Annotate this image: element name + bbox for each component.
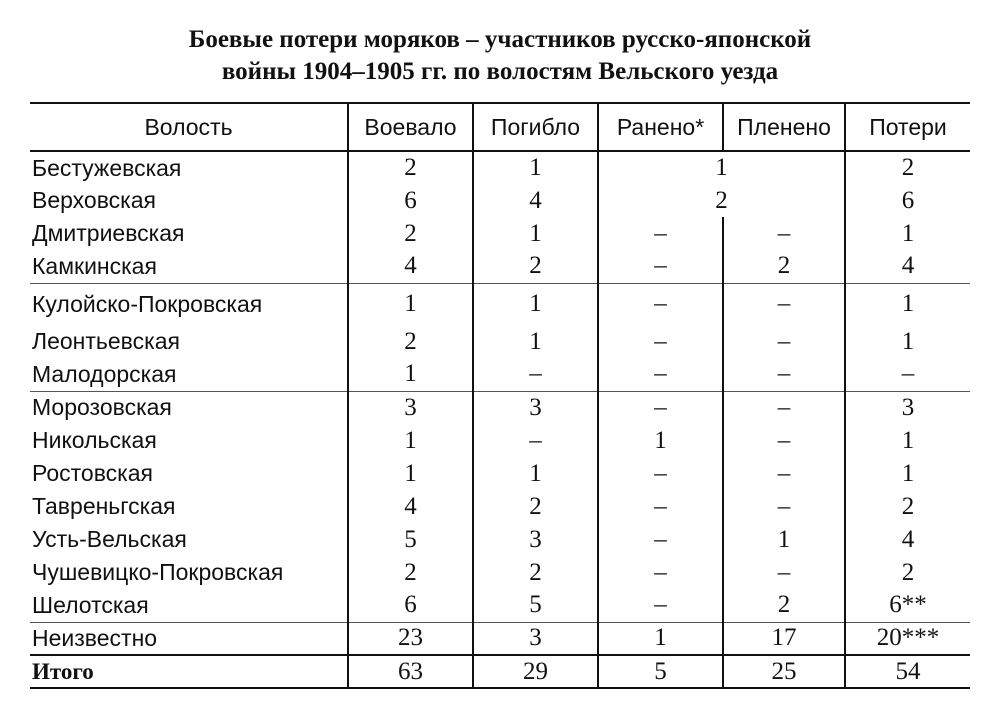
- cell-wounded: –: [598, 283, 723, 325]
- cell-name: Леонтьевская: [32, 328, 180, 354]
- cell-captured: –: [723, 424, 845, 457]
- cell-losses: 1: [845, 325, 970, 358]
- table-row: [30, 556, 970, 589]
- cell-name: Шелотская: [30, 589, 348, 622]
- cell-losses: 2: [845, 556, 970, 589]
- cell-fought: 1: [348, 424, 473, 457]
- cell-name: Дмитриевская: [32, 220, 185, 246]
- cell-wounded: –: [598, 556, 723, 589]
- cell-killed: 1: [473, 283, 598, 325]
- cell-wounded: –: [598, 523, 723, 556]
- cell-wounded: 1: [598, 424, 723, 457]
- cell-losses: 3: [845, 391, 970, 424]
- cell-name: Морозовская: [32, 394, 172, 421]
- cell-wounded-captured: 1: [598, 151, 845, 184]
- table-row: [30, 424, 970, 457]
- cell-fought: 1: [348, 358, 473, 391]
- cell-losses: 1: [845, 424, 970, 457]
- table-row: [30, 490, 970, 523]
- cell-wounded: 1: [598, 622, 723, 655]
- cell-captured: 25: [723, 655, 845, 688]
- cell-killed: 2: [473, 490, 598, 523]
- cell-captured: –: [723, 490, 845, 523]
- cell-captured: –: [723, 556, 845, 589]
- cell-fought: 23: [348, 622, 473, 655]
- cell-captured: –: [723, 391, 845, 424]
- cell-fought: 4: [348, 250, 473, 283]
- cell-name: Чушевицко-Покровская: [32, 559, 284, 585]
- cell-killed: –: [473, 424, 598, 457]
- cell-wounded: –: [598, 358, 723, 391]
- cell-losses: 54: [845, 655, 970, 688]
- cell-captured: 1: [723, 523, 845, 556]
- cell-captured: 2: [723, 250, 845, 283]
- cell-name: Никольская: [32, 427, 157, 453]
- cell-name: Неизвестно: [32, 624, 158, 651]
- cell-name: Тавреньгская: [32, 493, 176, 519]
- cell-killed: 1: [473, 457, 598, 490]
- cell-name: Усть-Вельская: [32, 526, 187, 552]
- cell-captured: –: [723, 283, 845, 325]
- losses-table: [30, 102, 970, 689]
- cell-losses: 6: [845, 184, 970, 217]
- table-row: [30, 589, 970, 622]
- cell-fought: 6: [348, 589, 473, 622]
- cell-captured: 17: [723, 622, 845, 655]
- cell-losses: 4: [845, 523, 970, 556]
- header-fought: Воевало: [348, 103, 473, 151]
- total-row: [30, 655, 970, 688]
- cell-killed: 2: [473, 556, 598, 589]
- cell-killed: 3: [473, 523, 598, 556]
- cell-wounded: 5: [598, 655, 723, 688]
- cell-name: Бестужевская: [32, 154, 182, 181]
- cell-captured: –: [723, 457, 845, 490]
- cell-fought: 2: [348, 217, 473, 250]
- cell-wounded: –: [598, 490, 723, 523]
- cell-fought: 63: [348, 655, 473, 688]
- cell-fought: 4: [348, 490, 473, 523]
- cell-losses: 2: [845, 490, 970, 523]
- cell-captured: 2: [723, 589, 845, 622]
- cell-captured: –: [723, 217, 845, 250]
- cell-fought: 2: [348, 325, 473, 358]
- cell-captured: –: [723, 325, 845, 358]
- header-volost: Волость: [30, 103, 348, 151]
- table-row: [30, 457, 970, 490]
- table-row: [30, 250, 970, 283]
- cell-fought: 2: [348, 556, 473, 589]
- header-captured: Пленено: [723, 103, 845, 151]
- table-row: [30, 325, 970, 358]
- cell-losses: –: [845, 358, 970, 391]
- cell-killed: –: [473, 358, 598, 391]
- table-row: [30, 217, 970, 250]
- table-row: [30, 184, 970, 217]
- table-row: [30, 523, 970, 556]
- cell-wounded: –: [598, 217, 723, 250]
- cell-wounded-captured: 2: [598, 184, 845, 217]
- cell-wounded: –: [598, 391, 723, 424]
- cell-losses: 1: [845, 217, 970, 250]
- table-row: [30, 391, 970, 424]
- cell-losses: 4: [845, 250, 970, 283]
- cell-fought: 2: [348, 151, 473, 184]
- header-killed: Погибло: [473, 103, 598, 151]
- cell-losses: 1: [845, 457, 970, 490]
- cell-killed: 1: [473, 325, 598, 358]
- header-wounded: Ранено*: [598, 103, 723, 151]
- page-title-line-1: Боевые потери моряков – участников русско-японской: [188, 26, 812, 53]
- cell-wounded: –: [598, 250, 723, 283]
- cell-killed: 4: [473, 184, 598, 217]
- cell-killed: 3: [473, 391, 598, 424]
- cell-name: Верховская: [32, 187, 156, 213]
- cell-name: Итого: [30, 655, 348, 688]
- cell-name: Ростовская: [32, 460, 153, 486]
- header-row: [30, 103, 970, 151]
- cell-killed: 5: [473, 589, 598, 622]
- header-losses: Потери: [845, 103, 970, 151]
- cell-killed: 2: [473, 250, 598, 283]
- cell-killed: 29: [473, 655, 598, 688]
- cell-fought: 1: [348, 457, 473, 490]
- cell-losses: 20***: [845, 622, 970, 655]
- page-title-line-2: войны 1904–1905 гг. по волостям Вельского уезда: [221, 58, 779, 85]
- cell-killed: 1: [473, 151, 598, 184]
- cell-name: Камкинская: [30, 250, 348, 283]
- cell-fought: 1: [348, 283, 473, 325]
- cell-wounded: –: [598, 325, 723, 358]
- cell-losses: 2: [845, 151, 970, 184]
- cell-fought: 6: [348, 184, 473, 217]
- cell-wounded: –: [598, 589, 723, 622]
- cell-losses: 1: [845, 283, 970, 325]
- cell-captured: –: [723, 358, 845, 391]
- table-row: [30, 283, 970, 325]
- cell-name: Кулойско-Покровская: [32, 290, 263, 317]
- cell-name: Малодорская: [30, 358, 348, 391]
- cell-losses: 6**: [845, 589, 970, 622]
- table-row: [30, 622, 970, 655]
- table-row: [30, 151, 970, 184]
- cell-wounded: –: [598, 457, 723, 490]
- cell-fought: 5: [348, 523, 473, 556]
- cell-fought: 3: [348, 391, 473, 424]
- cell-killed: 1: [473, 217, 598, 250]
- table-row: [30, 358, 970, 391]
- cell-killed: 3: [473, 622, 598, 655]
